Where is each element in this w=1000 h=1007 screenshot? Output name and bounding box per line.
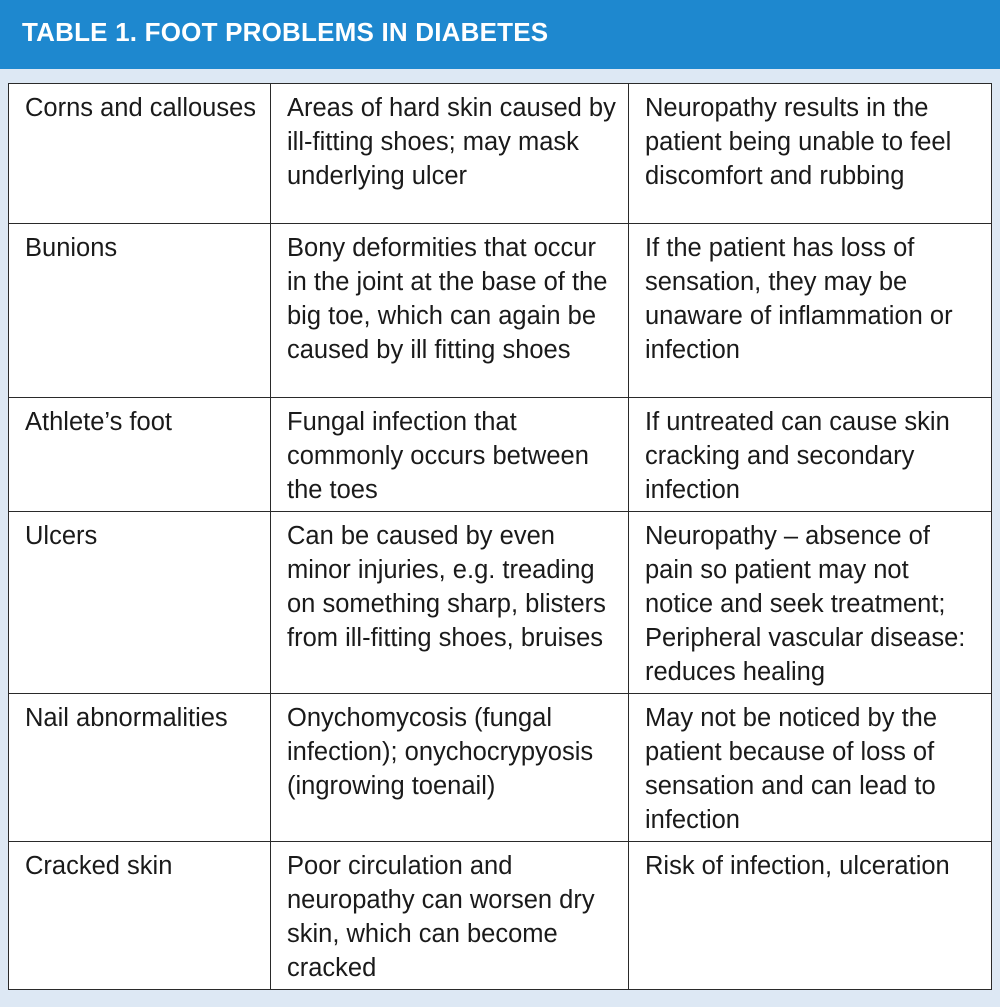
description-cell: Onychomycosis (fungal infection); onychocrypyosis (ingrowing toenail) [271, 694, 629, 842]
problem-cell: Corns and callouses [9, 84, 271, 224]
problem-cell: Cracked skin [9, 842, 271, 990]
table-row [9, 512, 992, 694]
problem-cell: Nail abnormalities [9, 694, 271, 842]
table-title: TABLE 1. FOOT PROBLEMS IN DIABETES [22, 17, 549, 47]
description-cell: Areas of hard skin caused by ill-fitting shoes; may mask underlying ulcer [271, 84, 629, 224]
problem-cell: Bunions [9, 224, 271, 398]
risk-cell: May not be noticed by the patient because of loss of sensation and can lead to infection [629, 694, 992, 842]
risk-cell: Neuropathy – absence of pain so patient may not notice and seek treatment; Peripheral vascular disease: reduces healing [629, 512, 992, 694]
table-row [9, 224, 992, 398]
problem-cell: Athlete’s foot [9, 398, 271, 512]
title-bar [0, 0, 1000, 69]
risk-cell: Neuropathy results in the patient being unable to feel discomfort and rubbing [629, 84, 992, 224]
table-row [9, 842, 992, 990]
description-cell: Fungal infection that commonly occurs between the toes [271, 398, 629, 512]
problem-cell: Ulcers [9, 512, 271, 694]
foot-problems-table [8, 83, 992, 990]
table-row [9, 84, 992, 224]
table-row [9, 398, 992, 512]
risk-cell: If the patient has loss of sensation, they may be unaware of inflammation or infection [629, 224, 992, 398]
description-cell: Bony deformities that occur in the joint at the base of the big toe, which can again be caused by ill fitting shoes [271, 224, 629, 398]
risk-cell: Risk of infection, ulceration [629, 842, 992, 990]
table-row [9, 694, 992, 842]
description-cell: Poor circulation and neuropathy can worsen dry skin, which can become cracked [271, 842, 629, 990]
description-cell: Can be caused by even minor injuries, e.g. treading on something sharp, blisters from ill-fitting shoes, bruises [271, 512, 629, 694]
risk-cell: If untreated can cause skin cracking and secondary infection [629, 398, 992, 512]
